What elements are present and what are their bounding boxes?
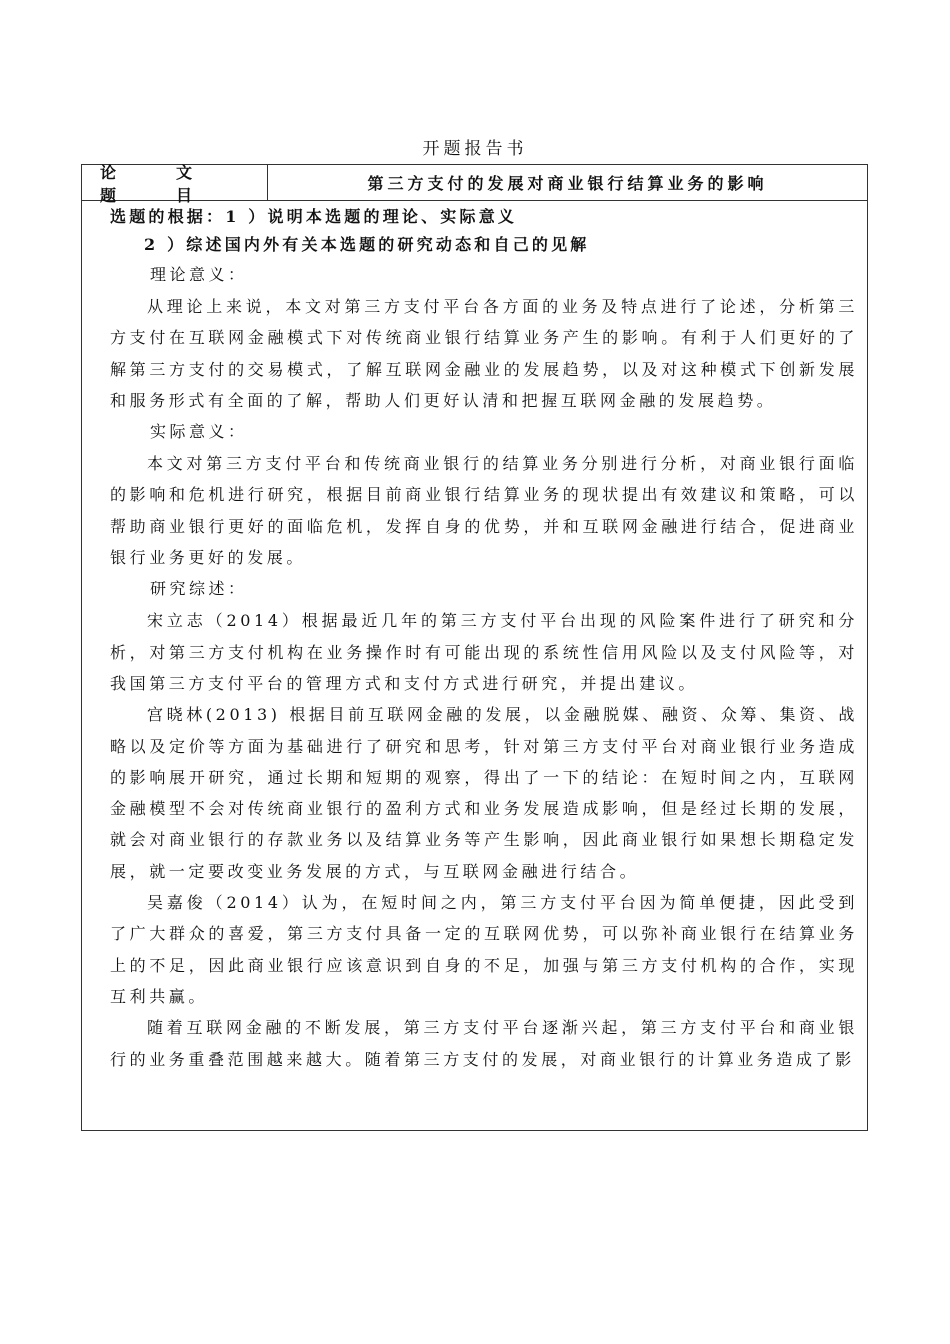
review-paragraph-wu: 吴嘉俊（2014）认为，在短时间之内，第三方支付平台因为简单便捷，因此受到了广大群众的喜爱，第三方支付具备一定的互联网优势，可以弥补商业银行在结算业务上的不足，因此商业银行应该意识到自身的不足，加强与第三方支付机构的合作，实现互利共赢。 (110, 893, 858, 1006)
section-heading-1: 选题的根据：1 ）说明本选题的理论、实际意义 (110, 207, 518, 226)
theory-subheading: 理论意义： (150, 265, 248, 284)
review-paragraph-gong: 宫晓林(2013) 根据目前互联网金融的发展，以金融脱媒、融资、众筹、集资、战略以及定价等方面为基础进行了研究和思考，针对第三方支付平台对商业银行业务造成的影响展开研究，通过长期和短期的观察，得出了一下的结论：在短时间之内，互联网金融模型不会对传统商业银行的盈利方式和业务发展造成影响，但是经过长期的发展，就会对商业银行的存款业务以及结算业务等产生影响，因此商业银行如果想长期稳定发展，就一定要改变业务发展的方式，与互联网金融进行结合。 (110, 705, 858, 881)
document-title: 开题报告书 (422, 139, 528, 159)
section-heading-2: 2 ）综述国内外有关本选题的研究动态和自己的见解 (144, 235, 590, 254)
practice-paragraph: 本文对第三方支付平台和传统商业银行的结算业务分别进行分析，对商业银行面临的影响和危机进行研究，根据目前商业银行结算业务的现状提出有效建议和策略，可以帮助商业银行更好的面临危机，发挥自身的优势，并和互联网金融进行结合，促进商业银行业务更好的发展。 (110, 454, 858, 568)
review-paragraph-song: 宋立志（2014）根据最近几年的第三方支付平台出现的风险案件进行了研究和分析，对第三方支付机构在业务操作时有可能出现的系统性信用风险以及支付风险等，对我国第三方支付平台的管理方式和支付方式进行研究，并提出建议。 (110, 611, 858, 693)
thesis-title-row (82, 162, 867, 205)
thesis-title-label: 论 文 题 目 (82, 165, 268, 200)
proposal-body (110, 203, 858, 1075)
proposal-table (81, 164, 868, 1131)
theory-paragraph: 从理论上来说，本文对第三方支付平台各方面的业务及特点进行了论述，分析第三方支付在互联网金融模式下对传统商业银行结算业务产生的影响。有利于人们更好的了解第三方支付的交易模式，了解互联网金融业的发展趋势，以及对这种模式下创新发展和服务形式有全面的了解，帮助人们更好认清和把握互联网金融的发展趋势。 (110, 297, 858, 410)
practice-subheading: 实际意义： (150, 422, 248, 442)
review-subheading: 研究综述： (150, 579, 248, 599)
thesis-title-value: 第三方支付的发展对商业银行结算业务的影响 (367, 174, 768, 193)
review-paragraph-last: 随着互联网金融的不断发展，第三方支付平台逐渐兴起，第三方支付平台和商业银行的业务重叠范围越来越大。随着第三方支付的发展，对商业银行的计算业务造成了影 (110, 1018, 858, 1069)
